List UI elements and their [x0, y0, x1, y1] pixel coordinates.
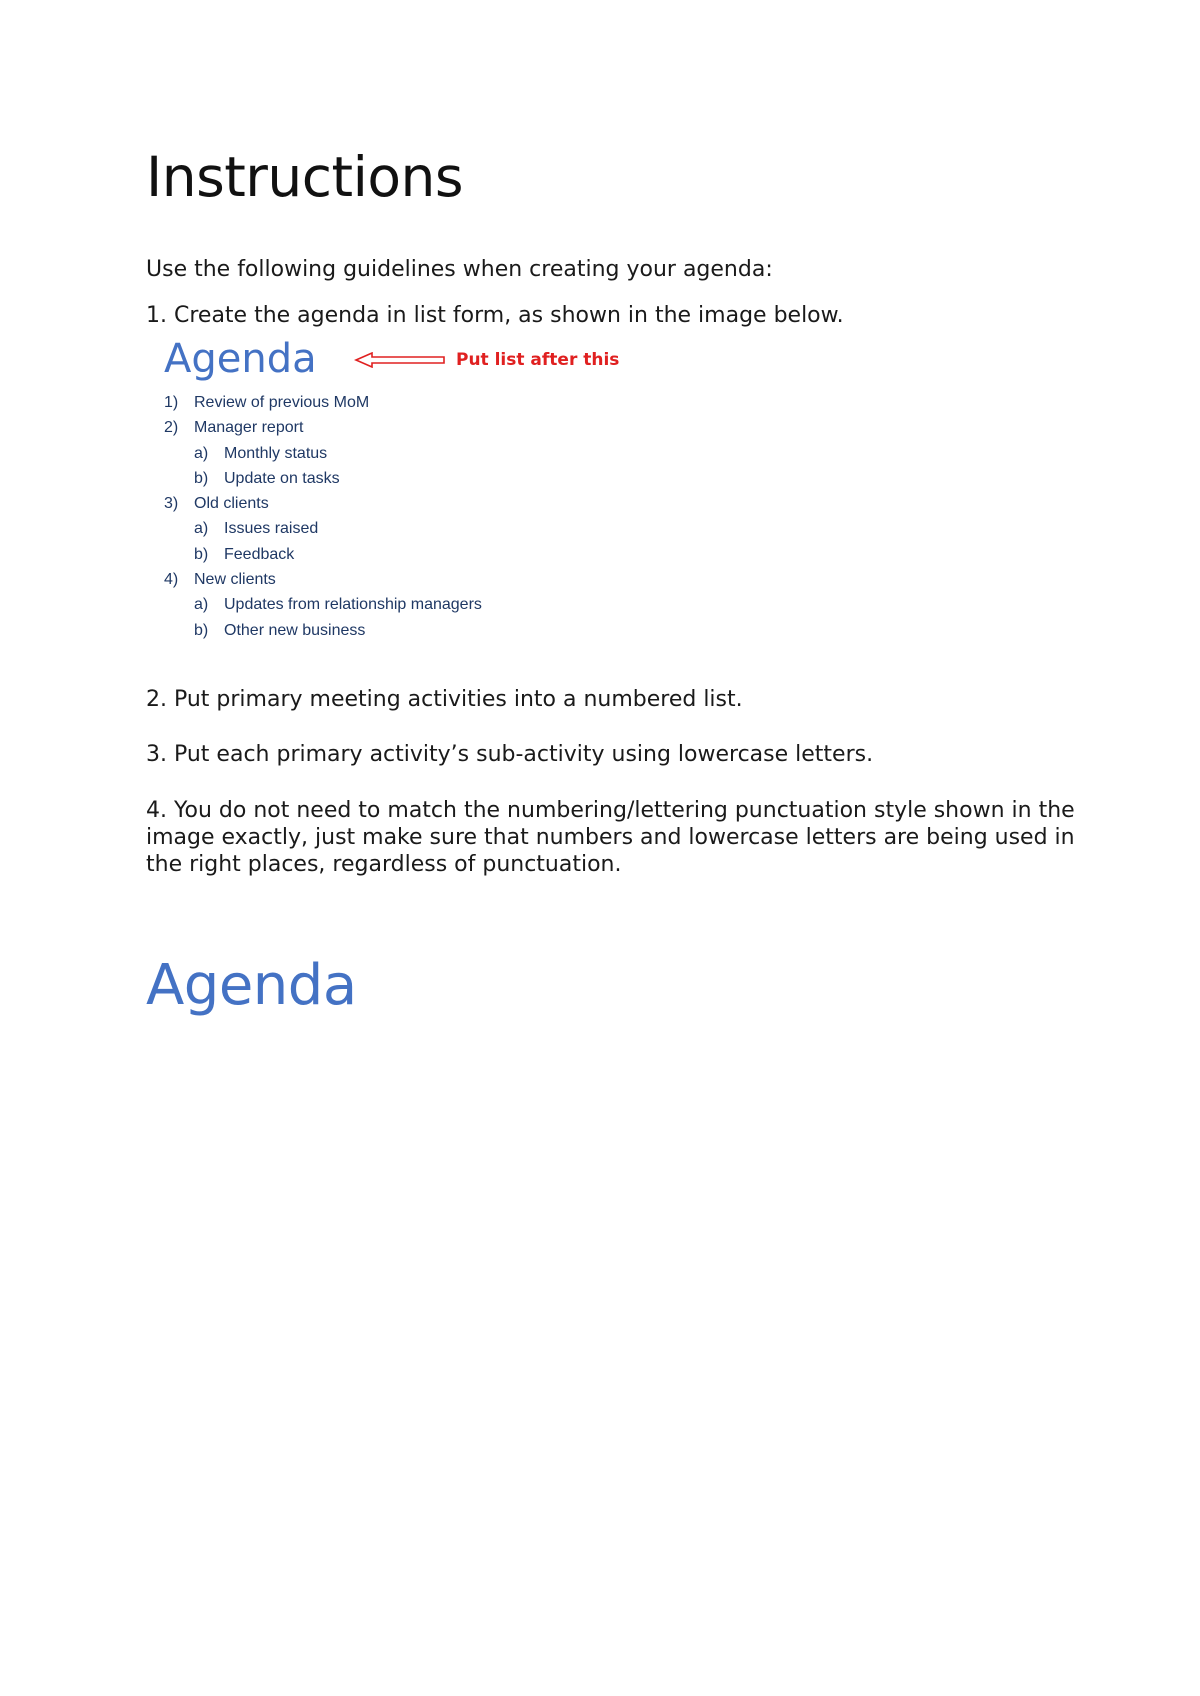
list-marker: a) [194, 596, 209, 614]
list-marker: b) [194, 545, 209, 563]
list-subitem [164, 516, 482, 541]
instruction-step-2: 2. Put primary meeting activities into a numbered list. [146, 687, 743, 712]
list-item-text: Updates from relationship managers [224, 596, 482, 614]
instruction-step-4: 4. You do not need to match the numbering/lettering punctuation style shown in the image exactly, just make sure that numbers and lowercase letters are being used in the right places, regardless of punctuation. [146, 798, 1075, 877]
list-marker: a) [194, 520, 209, 538]
list-subitem [164, 592, 482, 617]
instruction-step-3: 3. Put each primary activity’s sub-activity using lowercase letters. [146, 742, 874, 767]
list-item-text: New clients [194, 571, 276, 589]
list-marker: 4) [164, 571, 179, 589]
list-item-text: Old clients [194, 495, 269, 513]
list-item-text: Update on tasks [224, 469, 340, 487]
example-agenda-image [150, 332, 670, 648]
list-marker: b) [194, 621, 209, 639]
example-agenda-list [164, 390, 482, 643]
list-item-text: Manager report [194, 419, 304, 437]
list-item-text: Review of previous MoM [194, 394, 370, 411]
example-agenda-heading: Agenda [164, 336, 317, 382]
list-item [164, 415, 482, 440]
left-arrow-icon [354, 352, 446, 368]
list-item-text: Other new business [224, 621, 366, 639]
list-subitem [164, 542, 482, 567]
list-marker: 1) [164, 394, 179, 411]
instruction-step-1: 1. Create the agenda in list form, as shown in the image below. [146, 303, 844, 328]
agenda-heading: Agenda [146, 953, 357, 1018]
page-title: Instructions [146, 145, 464, 209]
example-annotation: Put list after this [456, 350, 620, 370]
list-item [164, 491, 482, 516]
list-marker: a) [194, 444, 209, 462]
list-subitem [164, 466, 482, 491]
list-item [164, 567, 482, 592]
list-subitem [164, 618, 482, 643]
list-subitem [164, 441, 482, 466]
intro-text: Use the following guidelines when creating your agenda: [146, 257, 773, 282]
list-item-text: Monthly status [224, 444, 328, 462]
list-item [164, 390, 482, 415]
list-marker: b) [194, 469, 209, 487]
list-item-text: Issues raised [224, 520, 319, 538]
list-item-text: Feedback [224, 545, 295, 563]
list-marker: 2) [164, 419, 179, 437]
list-marker: 3) [164, 495, 179, 513]
